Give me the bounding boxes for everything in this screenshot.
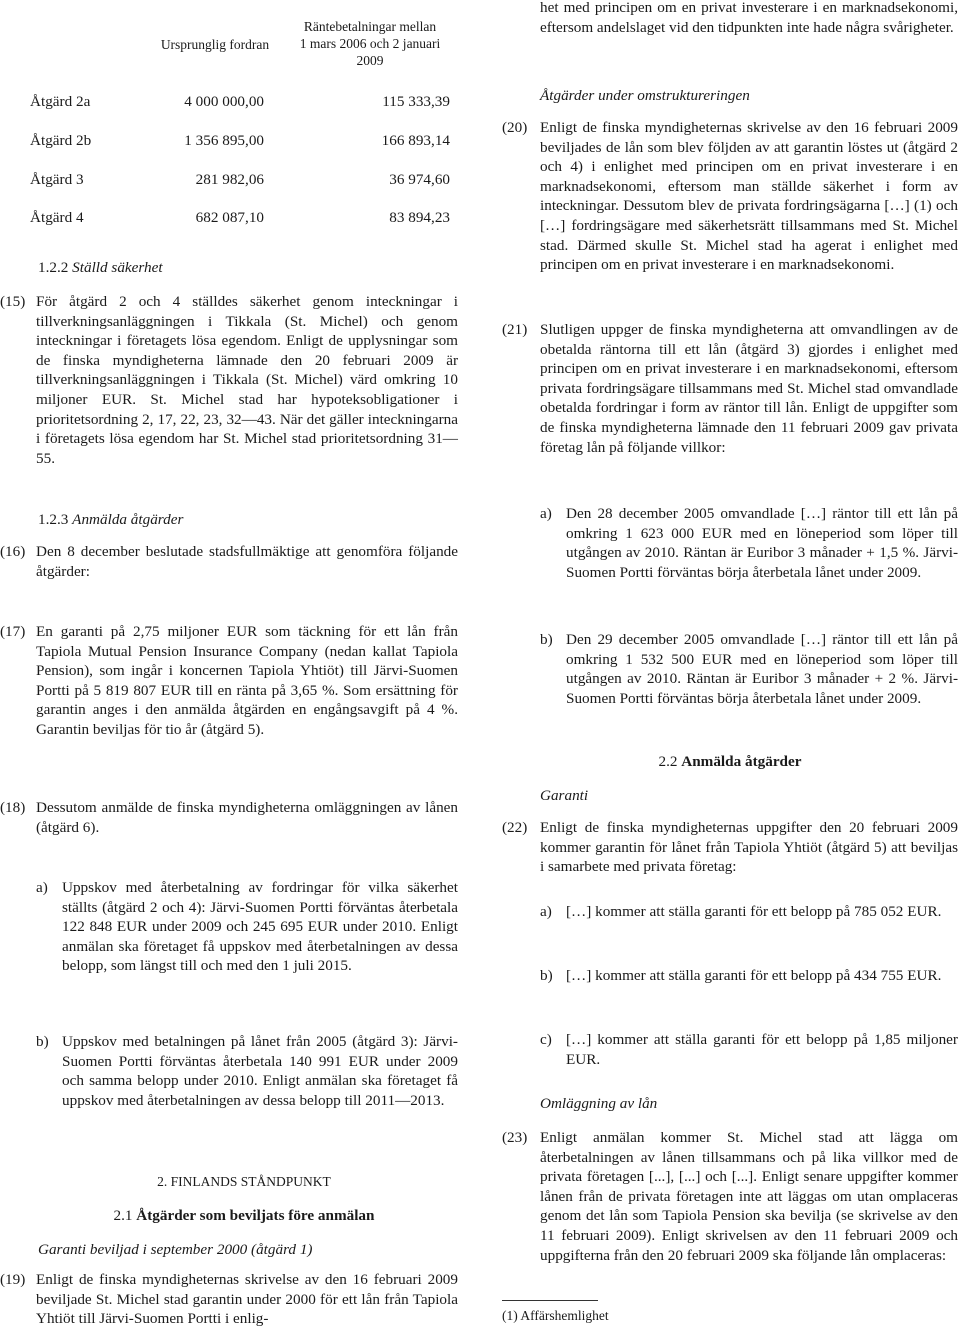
row-label: Åtgärd 2a: [30, 93, 91, 110]
paragraph-17: [0, 622, 458, 740]
item-text: Uppskov med betalningen på lånet från 2005 (åtgärd 3): Järvi-Suomen Portti förväntas återbetala 140 991 EUR under 2009 och samma belopp under 2010. Enligt anmälan ska företaget få uppskov med återbetalningen av dessa belopp till 2011—2013.: [62, 1033, 458, 1109]
row-label: Åtgärd 2b: [30, 132, 92, 149]
subheading-restructuring: Åtgärder under omstruktureringen: [540, 87, 750, 104]
paragraph-number: (23): [502, 1129, 528, 1146]
section-heading-2-2: [502, 752, 958, 772]
paragraph-text: Enligt de finska myndigheternas skrivelse av den 16 februari 2009 beviljade St. Michel stad garantin under 2000 för ett lån från Tapiola Yhtiöt till Järvi-Suomen Portti i enlig-: [36, 1271, 458, 1328]
row-interest: 83 894,23: [389, 209, 450, 226]
item-letter: a): [540, 903, 552, 920]
item-text: […] kommer att ställa garanti för ett belopp på 785 052 EUR.: [566, 903, 942, 920]
paragraph-text: Enligt de finska myndigheternas skrivelse av den 16 februari 2009 beviljades de lån som blev följden av att garantin löstes ut (åtgärd 2 och 4) i enlighet med principen om en privat investerare i en marknadsekonomi, eftersom man ställde säkerhet i form av inteckningar. Dessutom blev de privata fordringsägarna […] (1) och […] fordringsägare med säkerhetsrätt tillsammans med St. Michel stad. Därmed skulle St. Michel stad ha agerat i enlighet med principen om en privat investerare i en marknadsekonomi.: [540, 119, 958, 274]
table-row: [30, 208, 458, 228]
table-header-original-claim: Ursprunglig fordran: [160, 37, 270, 52]
section-number: 2.1: [113, 1207, 133, 1224]
paragraph-23: [502, 1128, 958, 1265]
section-heading-1-2-2: [38, 258, 163, 278]
paragraph-16: [0, 542, 458, 581]
row-label: Åtgärd 3: [30, 171, 84, 188]
header-line: 2009: [356, 53, 384, 68]
section-number: 1.2.2: [38, 259, 69, 276]
paragraph-15: [0, 292, 458, 468]
paragraph-21: [502, 320, 958, 457]
paragraph-22a: [540, 902, 958, 922]
row-original: 1 356 895,00: [184, 132, 264, 149]
paragraph-text: För åtgärd 2 och 4 ställdes säkerhet genom inteckningar i tillverkningsanläggningen i Tikkala (St. Michel) och genom inteckningar i företagets lösa egendom. Enligt de upplysningar som de finska myndigheterna lämnade den 20 februari 2009 är tillverkningsanläggningen i Tikkala (St. Michel) värd omkring 10 miljoner EUR. St. Michel stad har hypoteksobligationer i prioritetsordning 2, 17, 22, 23, 32—43. När det gäller inteckningarna i företagets lösa egendom har St. Michel stad prioritetsordning 31—55.: [36, 293, 458, 467]
paragraph-19: [0, 1270, 458, 1329]
subheading-guarantee: Garanti: [540, 787, 589, 804]
table-row: [30, 92, 458, 112]
paragraph-text: Dessutom anmälde de finska myndigheterna omläggningen av lånen (åtgärd 6).: [36, 799, 458, 836]
paragraph-number: (18): [0, 799, 26, 816]
paragraph-18b: [36, 1032, 458, 1110]
section-number: 1.2.3: [38, 511, 69, 528]
paragraph-22b: [540, 966, 958, 986]
item-letter: a): [36, 879, 48, 896]
row-original: 281 982,06: [195, 171, 264, 188]
row-label: Åtgärd 4: [30, 209, 84, 226]
item-text: […] kommer att ställa garanti för ett belopp på 1,85 miljoner EUR.: [566, 1031, 958, 1068]
section-heading-2: [30, 1172, 458, 1192]
section-title: Åtgärder som beviljats före anmälan: [136, 1207, 375, 1224]
paragraph-number: (21): [502, 321, 528, 338]
paragraph-number: (16): [0, 543, 26, 560]
table-row: [30, 131, 458, 151]
section-number: 2.2: [658, 753, 678, 770]
paragraph-number: (19): [0, 1271, 26, 1288]
item-letter: a): [540, 505, 552, 522]
paragraph-18: [0, 798, 458, 837]
paragraph-18a: [36, 878, 458, 976]
paragraph-text: Enligt de finska myndigheternas uppgifter den 20 februari 2009 kommer garantin för lånet från Tapiola Yhtiöt (åtgärd 5) att beviljas i samarbete med privata företag:: [540, 819, 958, 876]
header-line: Räntebetalningar mellan: [303, 19, 437, 34]
row-interest: 115 333,39: [382, 93, 450, 110]
row-original: 682 087,10: [195, 209, 264, 226]
table-header-interest-payments: [280, 18, 460, 69]
item-letter: b): [36, 1033, 49, 1050]
section-heading-1-2-3: [38, 510, 183, 530]
item-text: Den 28 december 2005 omvandlade […] räntor till ett lån på omkring 1 623 000 EUR med en löneperiod som löper till utgången av 2010. Räntan är Euribor 3 månader + 1,5 %. Järvi-Suomen Portti förväntas börja återbetala lånet under 2009.: [566, 505, 958, 581]
section-title: Anmälda åtgärder: [681, 753, 802, 770]
footnote: (1) Affärshemlighet: [502, 1308, 609, 1323]
paragraph-21b: [540, 630, 958, 708]
item-text: Uppskov med återbetalning av fordringar för vilka säkerhet ställts (åtgärd 2 och 4): Järvi-Suomen Portti förväntas återbetala 122 848 EUR under 2009 och 245 695 EUR under 2010. Enligt anmälan ska företaget få uppskov med återbetalningen av dessa belopp, som längst till och med den 1 juli 2015.: [62, 879, 458, 975]
paragraph-21a: [540, 504, 958, 582]
paragraph-text: Den 8 december beslutade stadsfullmäktige att genomföra följande åtgärder:: [36, 543, 458, 580]
section-title: 2. FINLANDS STÅNDPUNKT: [157, 1174, 331, 1189]
row-interest: 166 893,14: [381, 132, 450, 149]
paragraph-text: En garanti på 2,75 miljoner EUR som täckning för ett lån från Tapiola Mutual Pension Insurance Company (nedan kallat Tapiola Pension), som ingår i koncernen Tapiola Yhtiöt) till Järvi-Suomen Portti på 5 819 807 EUR till en ränta på 3,65 %. Som ersättning för garantin anges i den anmälda åtgärden en engångsavgift på 4 %. Garantin beviljas för tio år (åtgärd 5).: [36, 623, 458, 738]
subheading-guarantee-2000: Garanti beviljad i september 2000 (åtgärd 1): [38, 1241, 313, 1258]
section-title: Ställd säkerhet: [72, 259, 163, 276]
paragraph-number: (15): [0, 293, 26, 310]
paragraph-22: [502, 818, 958, 877]
subheading-loan-restructuring: Omläggning av lån: [540, 1095, 658, 1112]
section-title: Anmälda åtgärder: [72, 511, 184, 528]
paragraph-number: (20): [502, 119, 528, 136]
paragraph-text: Enligt anmälan kommer St. Michel stad att lägga om återbetalningen av lånen tillsammans och på lika villkor med de privata företagen [...], [...] och [...]. Enligt senare uppgifter kommer lånen från de privata företagen inte att läggas om utan omplaceras genom det lån som Tapiola Pension ska bevilja (se skrivelse av den 11 februari 2009). Enligt skrivelsen av den 11 februari 2009 och uppgifterna från den 20 februari 2009 ska följande lån omplaceras:: [540, 1129, 958, 1264]
paragraph-22c: [540, 1030, 958, 1069]
table-row: [30, 170, 458, 190]
row-interest: 36 974,60: [389, 171, 450, 188]
section-heading-2-1: [30, 1206, 458, 1226]
paragraph-number: (22): [502, 819, 528, 836]
paragraph-number: (17): [0, 623, 26, 640]
item-letter: b): [540, 967, 553, 984]
item-letter: b): [540, 631, 553, 648]
paragraph-19-continued: het med principen om en privat investerare i en marknadsekonomi, eftersom andelslaget vid den tidpunkten inte hade några svårigheter.: [540, 0, 958, 36]
item-letter: c): [540, 1031, 552, 1048]
item-text: Den 29 december 2005 omvandlade […] räntor till ett lån på omkring 1 532 500 EUR med en löneperiod som löper till utgången av 2010. Räntan är Euribor 3 månader + 2 %. Järvi-Suomen Portti förväntas börja återbetala lånet under 2009.: [566, 631, 958, 707]
paragraph-20: [502, 118, 958, 275]
paragraph-text: Slutligen uppger de finska myndigheterna att omvandlingen av de obetalda räntorna till ett lån (åtgärd 3) gjordes i enlighet med principen om en privat investerare i en marknadsekonomi, eftersom privata fordringsägare tillsammans med St. Michel stad omvandlade obetalda fordringar i form av räntor till lån. Enligt de uppgifter som de finska myndigheterna lämnade den 11 februari 2009 gav privata företag lån på följande villkor:: [540, 321, 958, 456]
header-line: 1 mars 2006 och 2 januari: [299, 36, 441, 51]
footnote-divider: [502, 1300, 598, 1301]
item-text: […] kommer att ställa garanti för ett belopp på 434 755 EUR.: [566, 967, 942, 984]
row-original: 4 000 000,00: [184, 93, 264, 110]
